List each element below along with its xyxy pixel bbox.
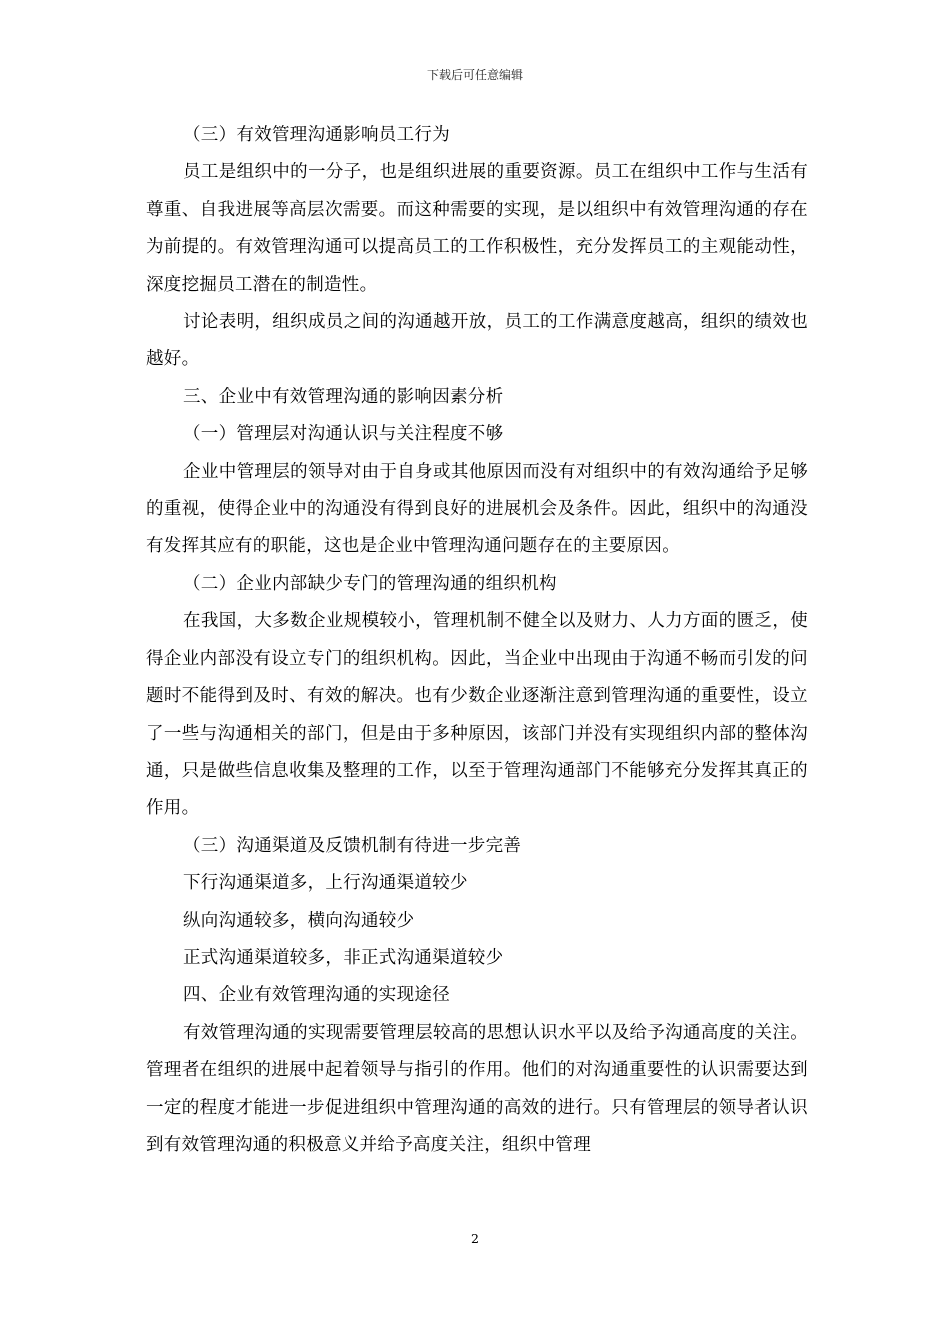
body-paragraph: 在我国，大多数企业规模较小，管理机制不健全以及财力、人力方面的匮乏，使得企业内部没有设立专门的组织机构。因此，当企业中出现由于沟通不畅而引发的问题时不能得到及时、有效的解决。也有少数企业逐渐注意到管理沟通的重要性，设立了一些与沟通相关的部门，但是由于多种原因，该部门并没有实现组织内部的整体沟通，只是做些信息收集及整理的工作，以至于管理沟通部门不能够充分发挥其真正的作用。 bbox=[146, 611, 808, 819]
subheading-3-employee-behavior: （三）有效管理沟通影响员工行为 bbox=[183, 125, 450, 145]
body-paragraph: 企业中管理层的领导对由于自身或其他原因而没有对组织中的有效沟通给予足够的重视，使得企业中的沟通没有得到良好的进展机会及条件。因此，组织中的沟通没有发挥其应有的职能，这也是企业中管理沟通问题存在的主要原因。 bbox=[146, 461, 808, 557]
subheading-1-management-awareness: （一）管理层对沟通认识与关注程度不够 bbox=[183, 424, 504, 445]
document-body bbox=[146, 117, 808, 1164]
list-line: 正式沟通渠道较多，非正式沟通渠道较少 bbox=[183, 947, 504, 968]
subheading-2-organization: （二）企业内部缺少专门的管理沟通的组织机构 bbox=[183, 573, 557, 594]
list-line: 纵向沟通较多，横向沟通较少 bbox=[183, 910, 415, 931]
body-paragraph: 有效管理沟通的实现需要管理层较高的思想认识水平以及给予沟通高度的关注。管理者在组织的进展中起着领导与指引的作用。他们的对沟通重要性的认识需要达到一定的程度才能进一步促进组织中管理沟通的高效的进行。只有管理层的领导者认识到有效管理沟通的积极意义并给予高度关注，组织中管理 bbox=[146, 1022, 808, 1155]
list-line: 下行沟通渠道多，上行沟通渠道较少 bbox=[183, 873, 468, 894]
body-paragraph: 员工是组织中的一分子，也是组织进展的重要资源。员工在组织中工作与生活有尊重、自我进展等高层次需要。而这种需要的实现，是以组织中有效管理沟通的存在为前提的。有效管理沟通可以提高员工的工作积极性，充分发挥员工的主观能动性，深度挖掘员工潜在的制造性。 bbox=[146, 162, 808, 295]
section-heading-3: 三、企业中有效管理沟通的影响因素分析 bbox=[183, 386, 504, 407]
page-number: 2 bbox=[471, 1231, 479, 1246]
body-paragraph: 讨论表明，组织成员之间的沟通越开放，员工的工作满意度越高，组织的绩效也越好。 bbox=[146, 312, 808, 370]
section-heading-4: 四、企业有效管理沟通的实现途径 bbox=[183, 985, 450, 1006]
subheading-3-channels: （三）沟通渠道及反馈机制有待进一步完善 bbox=[183, 835, 522, 856]
page-header: 下载后可任意编辑 bbox=[426, 68, 523, 82]
